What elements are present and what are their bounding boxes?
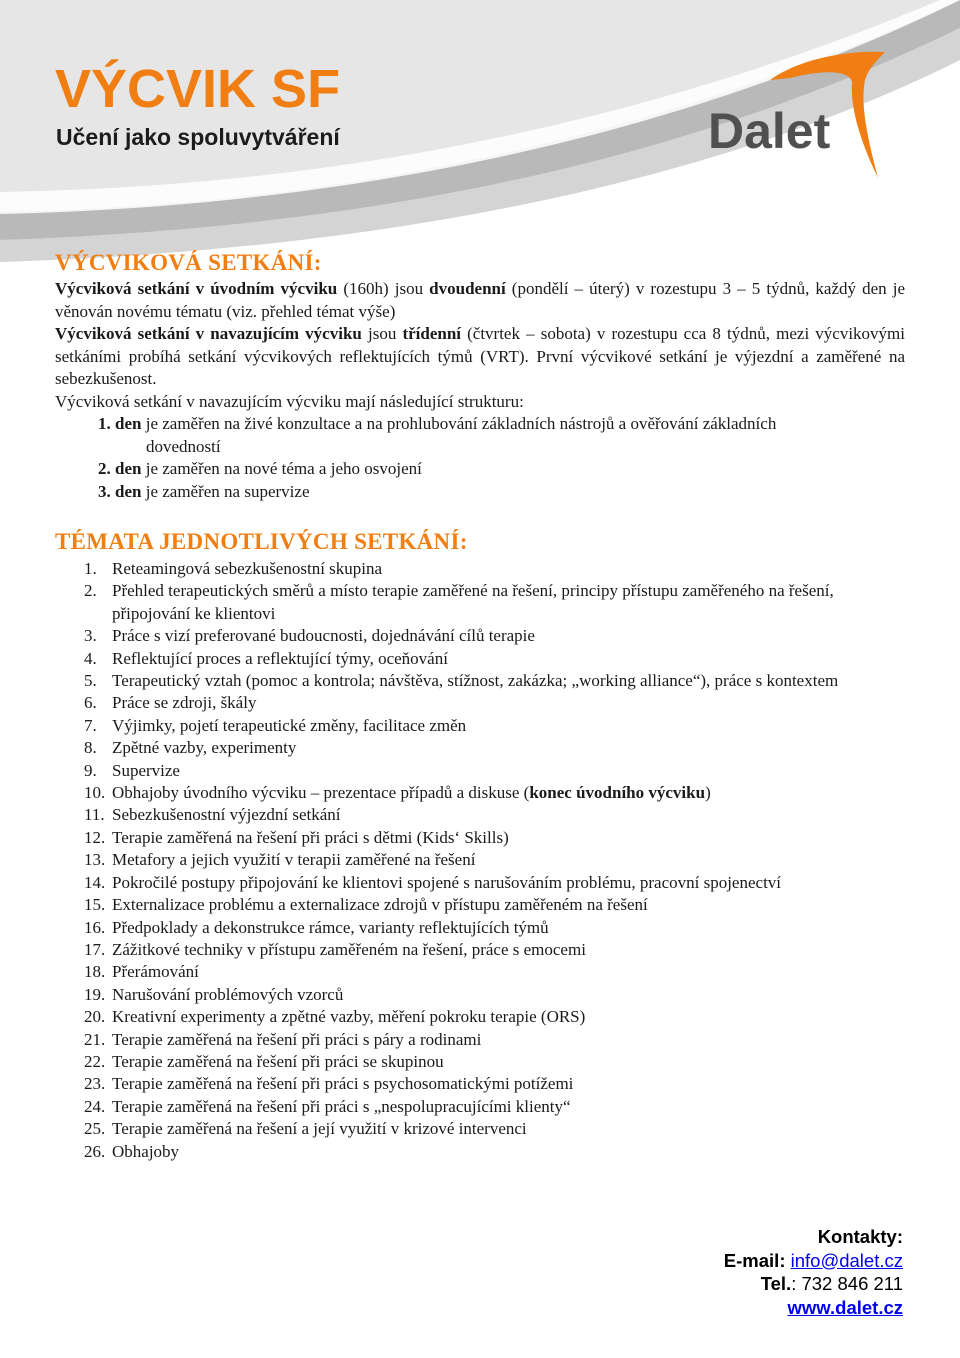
list-item (84, 692, 905, 714)
topic-number: 4. (84, 648, 97, 668)
page-subtitle: Učení jako spoluvytváření (56, 124, 340, 150)
topic-text: Terapie zaměřená na řešení při práci s „nespolupracujícími klienty“ (112, 1096, 571, 1116)
topic-number: 15. (84, 895, 106, 915)
topic-text: Reflektující proces a reflektující týmy, oceňování (112, 648, 448, 668)
logo-text: Dalet (708, 103, 831, 159)
website-link[interactable]: www.dalet.cz (787, 1296, 903, 1318)
list-item (84, 894, 905, 916)
topic-number: 21. (84, 1029, 106, 1049)
list-item: 2. den je zaměřen na nové téma a jeho osvojení (98, 459, 422, 478)
topic-number: 26. (84, 1141, 106, 1161)
topic-number: 22. (84, 1051, 106, 1071)
list-item (84, 939, 905, 961)
topic-text: Obhajoby úvodního výcviku – prezentace případů a diskuse (konec úvodního výcviku) (112, 783, 711, 803)
list-item (84, 1051, 905, 1073)
list-item (84, 804, 905, 826)
topic-text: Práce s vizí preferované budoucnosti, dojednávání cílů terapie (112, 626, 535, 646)
topic-text: Terapie zaměřená na řešení a její využití v krizové intervenci (112, 1119, 527, 1139)
topic-number: 18. (84, 962, 106, 982)
topic-number: 23. (84, 1074, 106, 1094)
list-item (84, 1073, 905, 1095)
list-item (84, 670, 905, 692)
topic-number: 9. (84, 760, 97, 780)
intro-paragraph-2: Výcviková setkání v navazujícím výcviku jsou třídenní (čtvrtek – sobota) v rozestupu cca 8 týdnů, mezi výcvikovými setkáními probíhá setkání výcvikových reflektujících týmů (VRT). První výcvikové setkání je výjezdní a zaměřené na sebezkušenost. (55, 324, 905, 388)
topic-text: Obhajoby (112, 1141, 180, 1161)
list-item (84, 1141, 905, 1163)
contact-web-row (724, 1296, 903, 1320)
topic-number: 13. (84, 850, 106, 870)
topic-text: Terapie zaměřená na řešení při práci s dětmi (Kids‘ Skills) (112, 827, 509, 847)
intro-paragraph-3: Výcviková setkání v navazujícím výcviku mají následující strukturu: (55, 391, 524, 411)
list-item (84, 580, 905, 625)
topic-number: 2. (84, 581, 97, 601)
topic-text: Pokročilé postupy připojování ke klientovi spojené s narušováním problému, pracovní spojenectví (112, 872, 782, 892)
list-item (84, 872, 905, 894)
training-sessions-section (55, 248, 905, 503)
topic-text: Reteamingová sebezkušenostní skupina (112, 559, 383, 578)
contact-phone-row: Tel.: 732 846 211 (760, 1273, 903, 1294)
email-link[interactable]: info@dalet.cz (790, 1249, 903, 1271)
topic-text: Terapeutický vztah (pomoc a kontrola; návštěva, stížnost, zakázka; „working alliance“), práce s kontextem (112, 671, 839, 691)
topic-text: Supervize (112, 760, 180, 780)
topic-text: Přerámování (112, 962, 199, 982)
list-item (84, 715, 905, 737)
topic-number: 5. (84, 671, 97, 691)
list-item: 1. den je zaměřen na živé konzultace a na prohlubování základních nástrojů a ověřování základních dovedností (98, 414, 777, 456)
topic-number: 8. (84, 738, 97, 758)
list-item (84, 782, 905, 804)
page-title: VÝCVIK SF (55, 59, 341, 119)
list-item (84, 648, 905, 670)
topic-number: 24. (84, 1096, 106, 1116)
topic-number: 1. (84, 559, 97, 578)
topic-text: Práce se zdroji, škály (112, 693, 257, 713)
topic-text: Výjimky, pojetí terapeutické změny, facilitace změn (112, 715, 467, 735)
topic-text: Sebezkušenostní výjezdní setkání (112, 805, 341, 825)
day-structure-list (55, 413, 905, 503)
topic-text: Metafory a jejich využití v terapii zaměřené na řešení (112, 850, 476, 870)
contacts-block (724, 1225, 903, 1319)
list-item (84, 849, 905, 871)
topic-number: 6. (84, 693, 97, 713)
list-item (84, 1118, 905, 1140)
list-item (84, 625, 905, 647)
topics-list (55, 558, 905, 1163)
topic-number: 25. (84, 1119, 106, 1139)
contacts-heading: Kontakty: (817, 1226, 903, 1247)
topic-number: 10. (84, 783, 106, 803)
topic-text: Předpoklady a dekonstrukce rámce, varianty reflektujících týmů (112, 917, 549, 937)
topic-number: 17. (84, 939, 106, 959)
list-item (84, 737, 905, 759)
list-item (84, 1029, 905, 1051)
topic-number: 3. (84, 626, 97, 646)
topic-number: 19. (84, 984, 106, 1004)
section-heading-topics: TÉMATA JEDNOTLIVÝCH SETKÁNÍ: (55, 529, 468, 554)
list-item (84, 760, 905, 782)
topic-text: Terapie zaměřená na řešení při práci s páry a rodinami (112, 1029, 482, 1049)
topic-number: 14. (84, 872, 106, 892)
topic-text: Kreativní experimenty a zpětné vazby, měření pokroku terapie (ORS) (112, 1007, 586, 1027)
list-item (84, 558, 905, 580)
intro-paragraph-1: Výcviková setkání v úvodním výcviku (160h) jsou dvoudenní (pondělí – úterý) v rozestupu 3 – 5 týdnů, každý den je věnován novému tématu (viz. přehled témat výše) (55, 279, 905, 321)
topic-text: Přehled terapeutických směrů a místo terapie zaměřené na řešení, principy přístupu zaměřeného na řešení, připojování ke klientovi (112, 581, 834, 623)
list-item (84, 827, 905, 849)
topic-text: Zážitkové techniky v přístupu zaměřeném na řešení, práce s emocemi (112, 939, 586, 959)
main-content (55, 248, 905, 1163)
phone-number: 732 846 211 (801, 1273, 903, 1294)
list-item (84, 1096, 905, 1118)
dalet-logo (700, 50, 900, 180)
topic-text: Externalizace problému a externalizace zdrojů v přístupu zaměřeném na řešení (112, 895, 648, 915)
topic-text: Narušování problémových vzorců (112, 984, 344, 1004)
list-item (84, 917, 905, 939)
topic-number: 7. (84, 715, 97, 735)
contact-email-row: E-mail: info@dalet.cz (723, 1249, 903, 1271)
list-item: 3. den je zaměřen na supervize (98, 481, 310, 501)
topics-section (55, 527, 905, 1163)
list-item (84, 984, 905, 1006)
topic-number: 16. (84, 917, 106, 937)
topic-number: 20. (84, 1007, 106, 1027)
list-item (84, 961, 905, 983)
topic-number: 11. (84, 805, 105, 825)
topic-number: 12. (84, 827, 106, 847)
topic-text: Terapie zaměřená na řešení při práci s psychosomatickými potížemi (112, 1074, 574, 1094)
topic-text: Zpětné vazby, experimenty (112, 738, 297, 758)
list-item (84, 1006, 905, 1028)
topic-text: Terapie zaměřená na řešení při práci se skupinou (112, 1051, 444, 1071)
section-heading-sessions: VÝCVIKOVÁ SETKÁNÍ: (55, 250, 322, 275)
